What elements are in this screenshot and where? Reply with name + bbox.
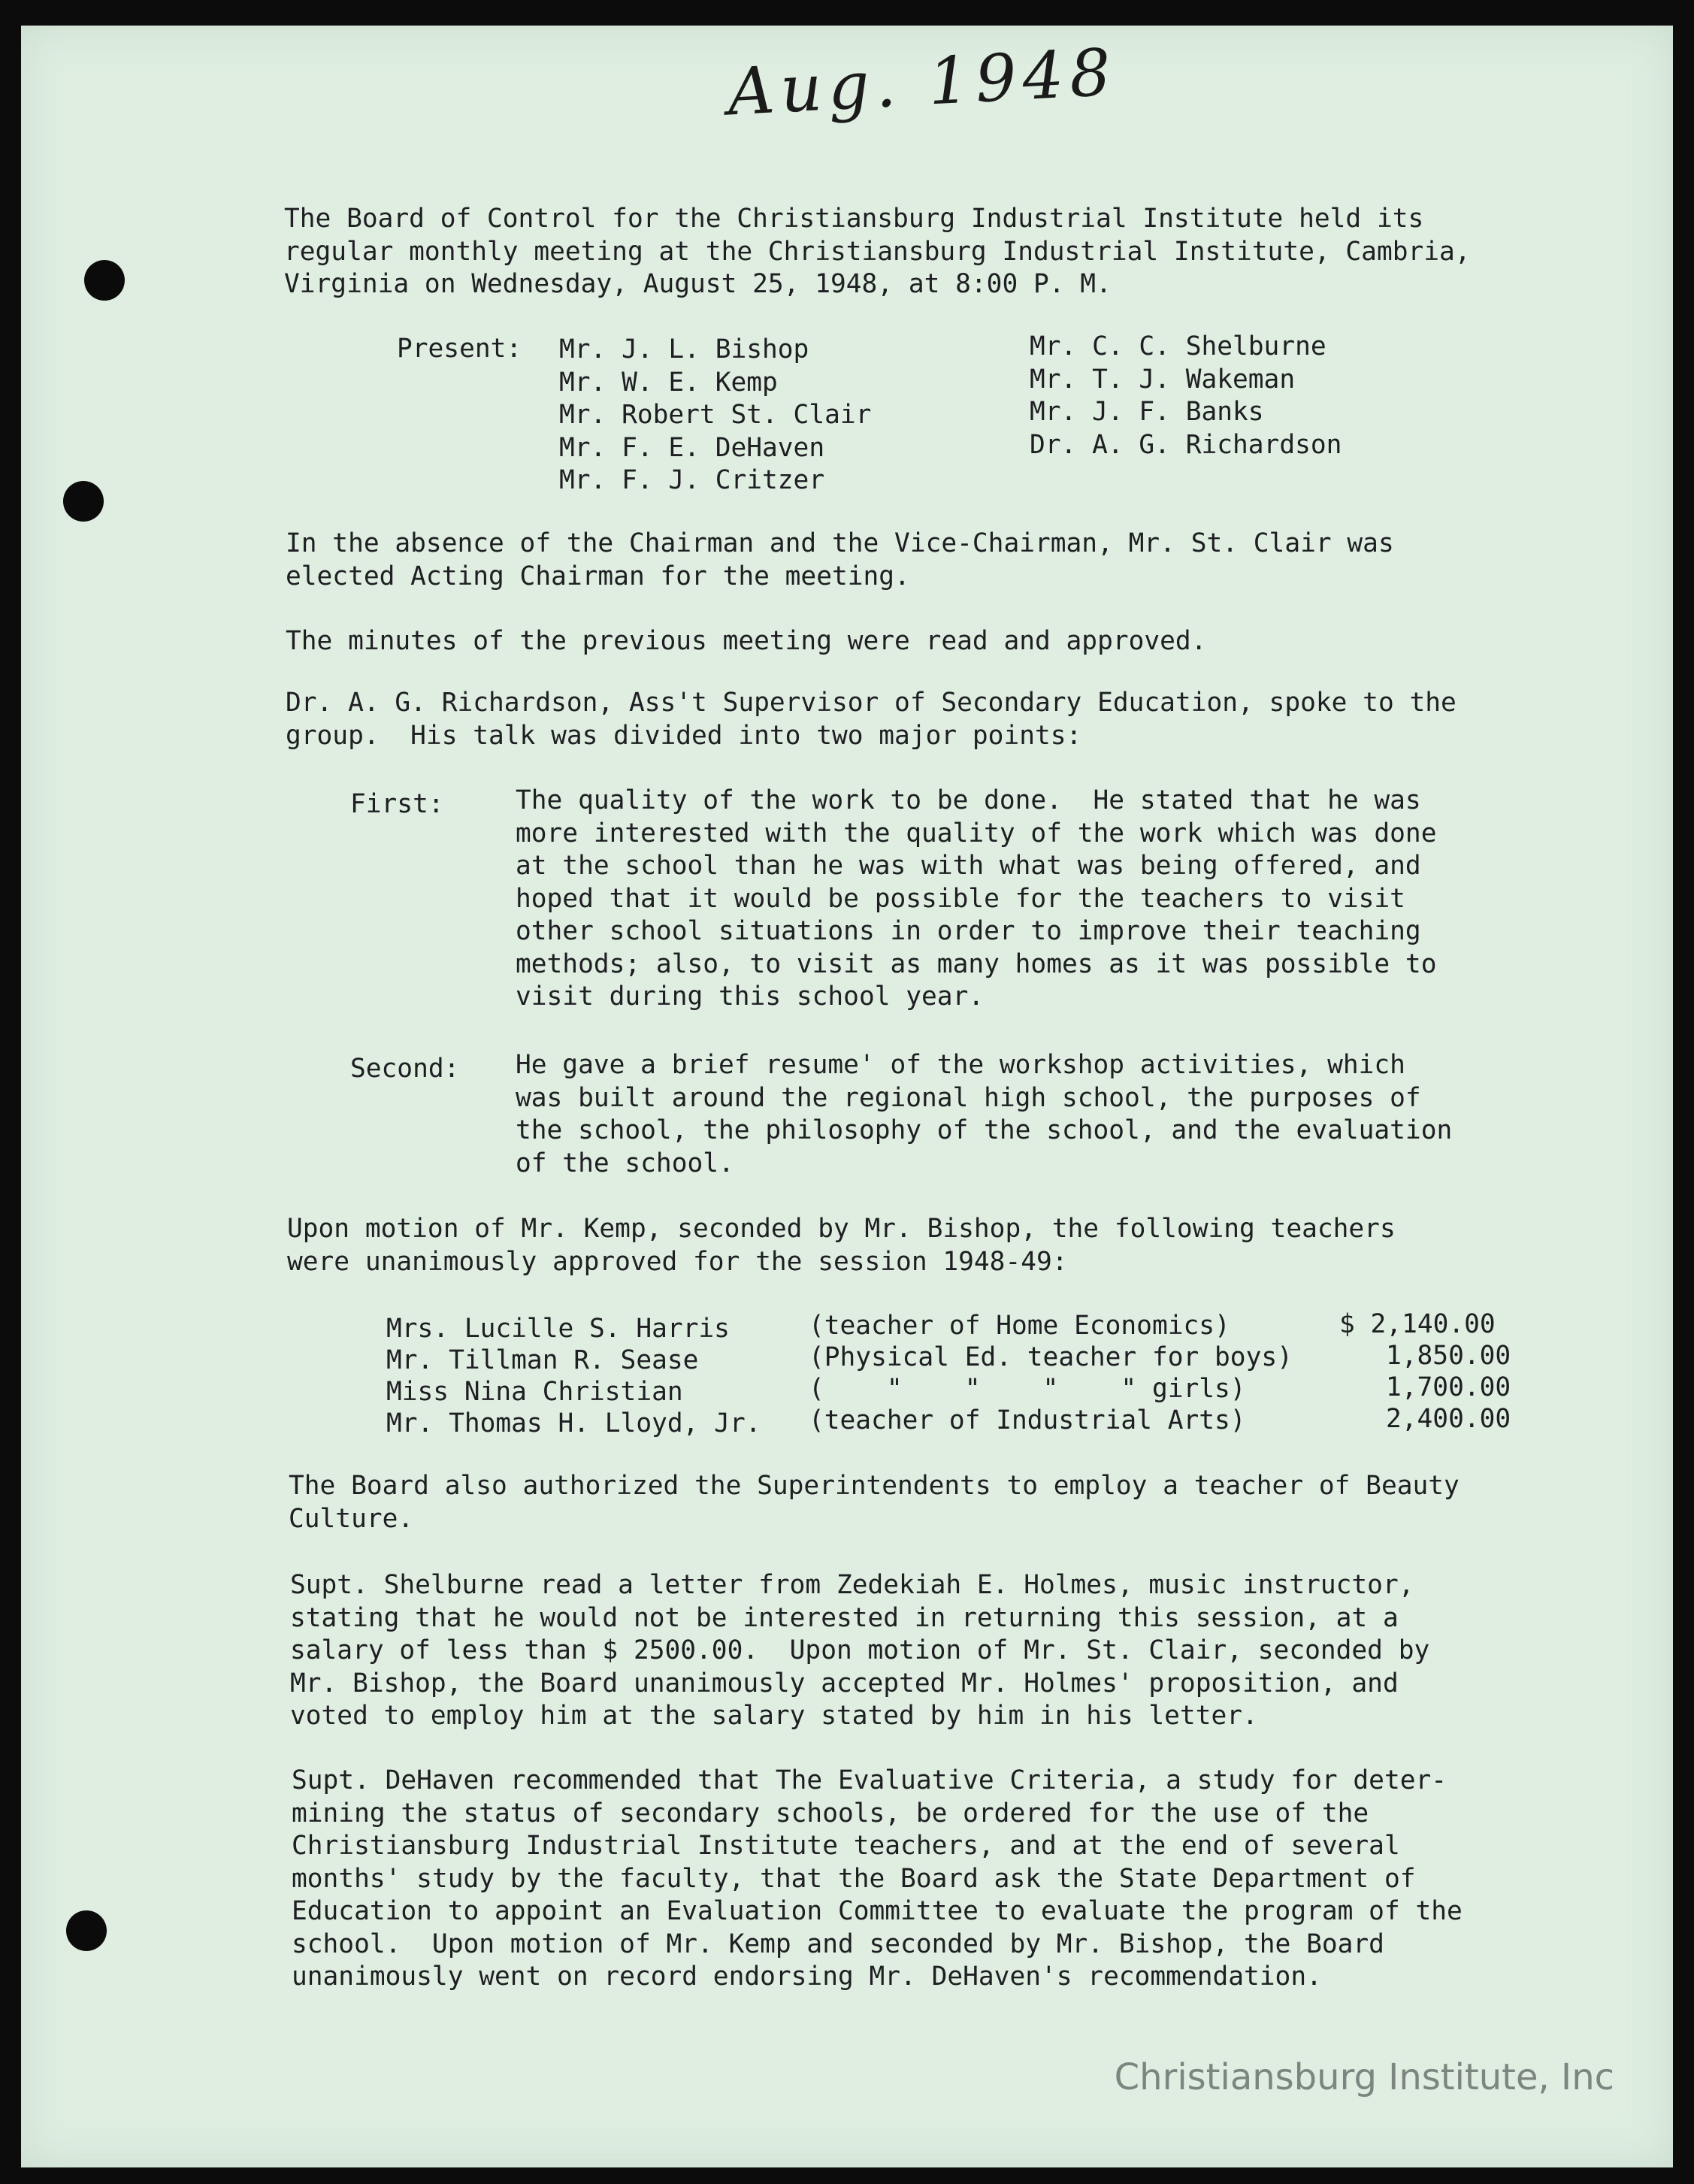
attendee: Mr. F. E. DeHaven	[559, 432, 825, 463]
teacher-position: (Physical Ed. teacher for boys)	[809, 1342, 1293, 1372]
point-label-first: First:	[350, 789, 444, 819]
teacher-salary: 1,850.00	[1386, 1341, 1511, 1371]
paragraph-richardson: Dr. A. G. Richardson, Ass't Supervisor of Secondary Education, spoke to the group. His talk was divided into two major points:	[286, 688, 1457, 751]
attendee: Mr. Robert St. Clair	[559, 400, 872, 430]
teacher-position: (teacher of Home Economics)	[809, 1311, 1230, 1341]
paragraph-teacher-motion: Upon motion of Mr. Kemp, seconded by Mr. Bishop, the following teachers were unanimously approved for the session 1948-49:	[287, 1214, 1396, 1277]
teacher-salary: 1,700.00	[1386, 1372, 1511, 1402]
attendee: Mr. T. J. Wakeman	[1030, 364, 1296, 395]
paragraph-minutes: The minutes of the previous meeting were read and approved.	[286, 626, 1207, 656]
present-label: Present:	[397, 334, 522, 364]
paragraph-dehaven: Supt. DeHaven recommended that The Evaluative Criteria, a study for deter- mining the status of secondary schools, be ordered for the use of the Christiansburg Industrial Institute teachers, and at the end of several months' study by the faculty, that the Board ask the State Department of Education to appoint an Evaluation Committee to evaluate the program of the school. Upon motion of Mr. Kemp and seconded by Mr. Bishop, the Board unanimously went on record endorsing Mr. DeHaven's recommendation.	[292, 1765, 1463, 1992]
point-text-first: The quality of the work to be done. He stated that he was more interested with the quality of the work which was done at the school than he was with what was being offered, and hoped that it would be possible for the teachers to visit other school situations in order to improve their teaching methods; also, to visit as many homes as it was possible to visit during this school year.	[516, 785, 1437, 1012]
handwritten-date: Aug. 1948	[725, 35, 1119, 131]
teacher-name: Mrs. Lucille S. Harris	[386, 1314, 730, 1344]
teacher-position: (teacher of Industrial Arts)	[809, 1405, 1246, 1435]
point-label-second: Second:	[350, 1054, 460, 1084]
teacher-name: Mr. Tillman R. Sease	[386, 1345, 699, 1375]
teacher-name: Mr. Thomas H. Lloyd, Jr.	[386, 1408, 761, 1438]
teacher-position: ( " " " " girls)	[809, 1374, 1246, 1404]
punch-hole-top	[84, 260, 125, 301]
present-column-1	[559, 334, 871, 498]
attendee: Dr. A. G. Richardson	[1030, 429, 1342, 460]
present-column-2	[1030, 331, 1342, 461]
watermark: Christiansburg Institute, Inc	[1114, 2056, 1614, 2098]
attendee: Mr. J. L. Bishop	[559, 334, 809, 365]
paragraph-beauty-culture: The Board also authorized the Superintendents to employ a teacher of Beauty Culture.	[289, 1471, 1460, 1534]
paragraph-acting-chairman: In the absence of the Chairman and the Vice-Chairman, Mr. St. Clair was elected Acting Chairman for the meeting.	[286, 528, 1394, 591]
paragraph-holmes: Supt. Shelburne read a letter from Zedekiah E. Holmes, music instructor, stating that he would not be interested in returning this session, at a salary of less than $ 2500.00. Upon motion of Mr. St. Clair, seconded by Mr. Bishop, the Board unanimously accepted Mr. Holmes' proposition, and voted to employ him at the salary stated by him in his letter.	[290, 1570, 1430, 1731]
punch-hole-bottom	[66, 1910, 107, 1951]
attendee: Mr. W. E. Kemp	[559, 367, 778, 398]
teacher-salary: $ 2,140.00	[1339, 1309, 1496, 1339]
attendee: Mr. J. F. Banks	[1030, 397, 1264, 427]
opening-paragraph: The Board of Control for the Christiansburg Industrial Institute held its regular monthly meeting at the Christiansburg Industrial Institute, Cambria, Virginia on Wednesday, August 25, 1948, at 8:00 P. M.	[284, 204, 1471, 299]
teacher-salary: 2,400.00	[1386, 1404, 1511, 1434]
punch-hole-middle	[63, 481, 104, 522]
point-text-second: He gave a brief resume' of the workshop activities, which was built around the regional high school, the purposes of the school, the philosophy of the school, and the evaluation of the school.	[516, 1050, 1453, 1178]
teacher-name: Miss Nina Christian	[386, 1377, 683, 1407]
attendee: Mr. C. C. Shelburne	[1030, 331, 1326, 361]
attendee: Mr. F. J. Critzer	[559, 465, 825, 495]
